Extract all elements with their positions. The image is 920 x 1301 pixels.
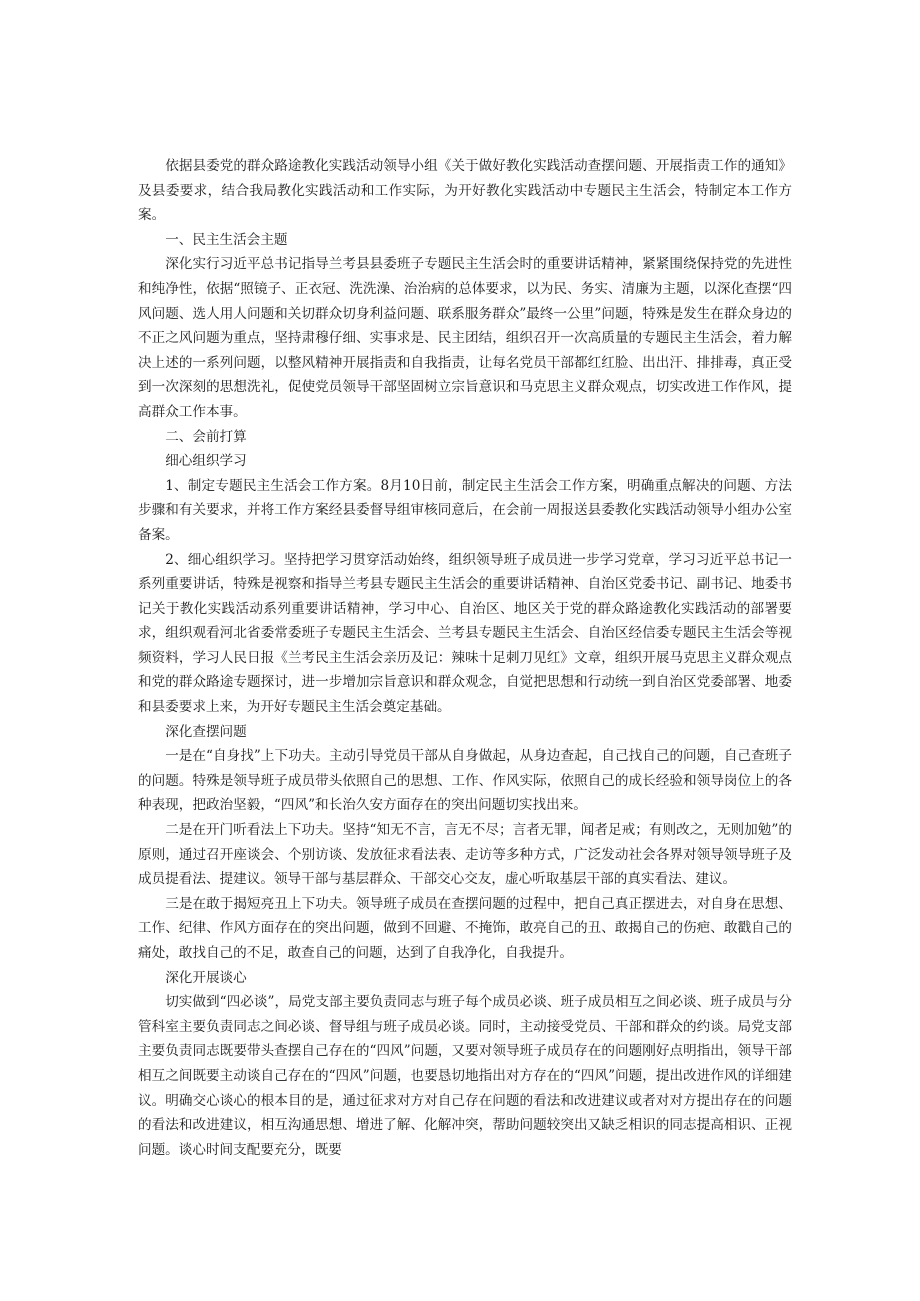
theme-paragraph: 深化实行习近平总书记指导兰考县县委班子专题民主生活会时的重要讲话精神，紧紧围绕保持党的先进性和纯净性，依据“照镜子、正衣冠、洗洗澡、治治病的总体要求，以为民、务实、清廉为主题，以深化查摆“四风问题、选人用人问题和关切群众切身利益问题、联系服务群众”最终一公里”问题，特殊是发生在群众身边的不正之风问题为重点，坚持肃穆仔细、实事求是、民主团结，组织召开一次高质量的专题民主生活会，着力解决上述的一系列问题，以整风精神开展指责和自我指责，让每名党员干部都红红脸、出出汗、排排毒，真正受到一次深刻的思想洗礼，促使党员领导干部坚固树立宗旨意识和马克思主义群众观点，切实改进工作作风，提高群众工作本事。 <box>138 256 792 420</box>
find-problems-3: 三是在敢于揭短亮丑上下功夫。领导班子成员在查摆问题的过程中，把自己真正摆进去，对自身在思想、工作、纪律、作风方面存在的突出问题，做到不回避、不掩饰，敢亮自己的丑、敢揭自己的伤疤、敢戳自己的痛处，敢找自己的不足，敢查自己的问题，达到了自我净化，自我提升。 <box>138 895 792 961</box>
find-problems-1: 一是在“自身找”上下功夫。主动引导党员干部从自身做起，从身边查起，自己找自己的问题，自己查班子的问题。特殊是领导班子成员带头依照自己的思想、工作、作风实际，依照自己的成长经验和领导岗位上的各种表现，把政治坚毅，“四风”和长治久安方面存在的突出问题切实找出来。 <box>138 748 792 814</box>
subheading-study: 细心组织学习 <box>165 453 247 470</box>
subheading-heart-talk: 深化开展谈心 <box>165 969 247 986</box>
study-item-2: 2、细心组织学习。坚持把学习贯穿活动始终，组织领导班子成员进一步学习党章，学习习近平总书记一系列重要讲话，特殊是视察和指导兰考县专题民主生活会的重要讲话精神、自治区党委书记、副书记、地委书记关于教化实践活动系列重要讲话精神，学习中心、自治区、地区关于党的群众路途教化实践活动的部署要求，组织观看河北省委常委班子专题民主生活会、兰考县专题民主生活会、自治区经信委专题民主生活会等视频资料，学习人民日报《兰考民主生活会亲历及记：辣味十足刺刀见红》文章，组织开展马克思主义群众观点和党的群众路途专题探讨，进一步增加宗旨意识和群众观念，自觉把思想和行动统一到自治区党委部署、地委和县委要求上来，为开好专题民主生活会奠定基础。 <box>138 551 792 716</box>
find-problems-2: 二是在开门听看法上下功夫。坚持“知无不言，言无不尽；言者无罪，闻者足戒；有则改之，无则加勉”的原则，通过召开座谈会、个别访谈、发放征求看法表、走访等多种方式，广泛发动社会各界对领导领导班子及成员提看法、提建议。领导干部与基层群众、干部交心交友，虚心听取基层干部的真实看法、建议。 <box>138 822 792 888</box>
document-page <box>138 154 792 1162</box>
subheading-find-problems: 深化查摆问题 <box>165 723 247 740</box>
intro-paragraph: 依据县委党的群众路途教化实践活动领导小组《关于做好教化实践活动查摆问题、开展指责工作的通知》及县委要求，结合我局教化实践活动和工作实际，为开好教化实践活动中专题民主生活会，特制定本工作方案。 <box>138 158 792 224</box>
heart-talk-paragraph: 切实做到“四必谈”，局党支部主要负责同志与班子每个成员必谈、班子成员相互之间必谈、班子成员与分管科室主要负责同志之间必谈、督导组与班子成员必谈。同时，主动接受党员、干部和群众的约谈。局党支部主要负责同志既要带头查摆自己存在的“四风”问题，又要对领导班子成员存在的问题刚好点明指出，领导干部相互之间既要主动谈自己存在的“四风”问题，也要恳切地指出对方存在的“四风”问题，提出改进作风的详细建议。明确交心谈心的根本目的是，通过征求对方对自己存在问题的看法和改进建议或者对对方提出存在的问题的看法和改进建议，相互沟通思想、增进了解、化解冲突，帮助问题较突出又缺乏相识的同志提高相识、正视问题。谈心时间支配要充分，既要 <box>138 994 792 1158</box>
study-item-1: 1、制定专题民主生活会工作方案。8月10日前，制定民主生活会工作方案，明确重点解决的问题、方法步骤和有关要求，并将工作方案经县委督导组审核同意后，在会前一周报送县委教化实践活动领导小组办公室备案。 <box>138 477 792 543</box>
section-heading-theme: 一、民主生活会主题 <box>165 231 288 248</box>
section-heading-preparation: 二、会前打算 <box>165 428 247 445</box>
